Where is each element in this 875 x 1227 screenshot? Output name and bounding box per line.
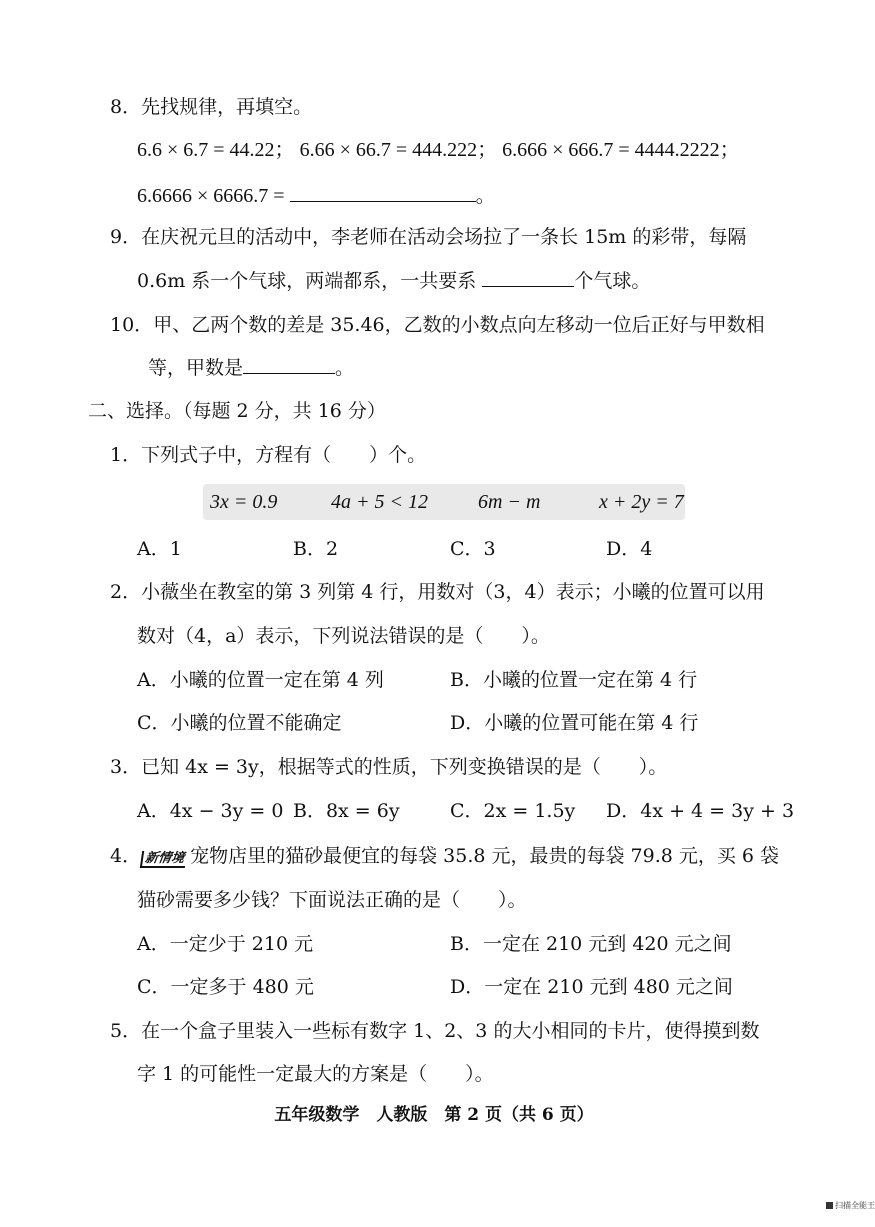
equation-2: 6.66 × 66.7 = 444.222； (299, 139, 498, 161)
expression: 3x = 0.9 (210, 491, 278, 513)
question-number: 4． (110, 845, 142, 867)
question-text: 在一个盒子里装入一些标有数字 1、2、3 的大小相同的卡片，使得摸到数 (141, 1020, 760, 1042)
question-number: 9． (110, 226, 142, 248)
section-title: 二、选择。（每题 2 分，共 16 分） (88, 400, 386, 422)
option-c[interactable]: C．小曦的位置不能确定 (137, 712, 342, 734)
scanner-watermark (826, 1200, 875, 1211)
option-a[interactable]: A．小曦的位置一定在第 4 列 (137, 669, 384, 691)
question-text: 等，甲数是 (148, 357, 244, 379)
choice-question-2 (110, 578, 765, 606)
expression: 4a + 5 < 12 (331, 491, 428, 513)
question-number: 3． (110, 756, 142, 778)
page-footer: 五年级数学 人教版 第 2 页（共 6 页） (274, 1105, 594, 1125)
question-text: 字 1 的可能性一定最大的方案是（ ）。 (137, 1063, 494, 1085)
equation-4: 6.6666 × 6666.7 = (137, 185, 285, 207)
watermark-text: 扫描全能王 (835, 1201, 875, 1210)
question-text: 0.6m 系一个气球，两端都系，一共要系 (137, 270, 477, 292)
choice-question-5 (110, 1017, 759, 1045)
expression: x + 2y = 7 (599, 491, 684, 513)
question-10-line-2 (148, 354, 354, 382)
choice-question-4 (110, 842, 779, 870)
pattern-fill-line (137, 182, 496, 210)
question-text: 个气球。 (574, 270, 651, 292)
question-number: 10． (110, 314, 154, 336)
equation-3: 6.666 × 666.7 = 4444.2222； (502, 139, 740, 161)
question-8 (110, 93, 312, 121)
option-c[interactable]: C．2x = 1.5y (450, 800, 576, 822)
option-a[interactable]: A．4x − 3y = 0 (137, 800, 284, 822)
option-d[interactable]: D．4 (606, 538, 653, 560)
equation-1: 6.6 × 6.7 = 44.22； (137, 139, 295, 161)
option-c[interactable]: C．3 (450, 538, 496, 560)
option-d[interactable]: D．一定在 210 元到 480 元之间 (450, 976, 733, 998)
option-a[interactable]: A．一定少于 210 元 (137, 933, 314, 955)
question-number: 5． (110, 1020, 142, 1042)
question-text: 猫砂需要多少钱？下面说法正确的是（ ）。 (137, 889, 527, 911)
period: 。 (475, 185, 496, 207)
scanner-logo-icon (826, 1202, 833, 1209)
option-b[interactable]: B．2 (293, 538, 339, 560)
question-number: 1． (110, 444, 142, 466)
question-text: 已知 4x = 3y，根据等式的性质，下列变换错误的是（ ）。 (141, 756, 668, 778)
question-10 (110, 311, 765, 339)
question-number: 8． (110, 96, 142, 118)
option-c[interactable]: C．一定多于 480 元 (137, 976, 314, 998)
new-context-tag: 新情境 (140, 851, 187, 868)
choice-question-1 (110, 441, 426, 469)
option-a[interactable]: A．1 (137, 538, 182, 560)
question-text: 甲、乙两个数的差是 35.46，乙数的小数点向左移动一位后正好与甲数相 (153, 314, 765, 336)
option-b[interactable]: B．小曦的位置一定在第 4 行 (450, 669, 698, 691)
question-text: 。 (335, 357, 355, 379)
question-text: 下列式子中，方程有（ ）个。 (141, 444, 427, 466)
question-9 (110, 223, 746, 251)
option-d[interactable]: D．4x + 4 = 3y + 3 (606, 800, 795, 822)
question-9-line-2 (137, 267, 650, 295)
question-text: 小薇坐在教室的第 3 列第 4 行，用数对（3，4）表示；小曦的位置可以用 (141, 581, 765, 603)
expression-box (203, 484, 685, 520)
answer-blank[interactable] (482, 268, 574, 287)
expression: 6m − m (478, 491, 541, 513)
question-text: 数对（4，a）表示，下列说法错误的是（ ）。 (137, 625, 550, 647)
question-text: 先找规律，再填空。 (141, 96, 313, 118)
option-b[interactable]: B．8x = 6y (293, 800, 400, 822)
answer-blank[interactable] (290, 183, 476, 202)
choice-question-3 (110, 753, 667, 781)
question-text: 在庆祝元旦的活动中，李老师在活动会场拉了一条长 15m 的彩带，每隔 (141, 226, 747, 248)
option-d[interactable]: D．小曦的位置可能在第 4 行 (450, 712, 699, 734)
question-text: 宠物店里的猫砂最便宜的每袋 35.8 元，最贵的每袋 79.8 元，买 6 袋 (190, 845, 780, 867)
option-b[interactable]: B．一定在 210 元到 420 元之间 (450, 933, 732, 955)
pattern-equations (137, 136, 740, 164)
answer-blank[interactable] (243, 355, 335, 374)
question-number: 2． (110, 581, 142, 603)
